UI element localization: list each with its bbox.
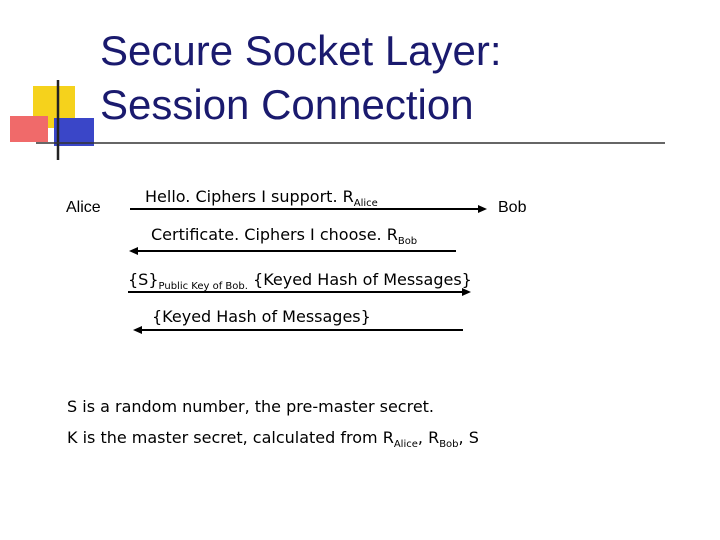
- participant-bob: Bob: [498, 199, 527, 216]
- note-master-secret-mid: , R: [417, 428, 440, 447]
- message-certificate: [151, 225, 417, 247]
- message-keyed-hash: [152, 307, 371, 326]
- note-master-secret-sub2: Bob: [439, 439, 459, 450]
- page-title-line-1: Secure Socket Layer:: [100, 27, 502, 74]
- note-master-secret-end: , S: [458, 428, 479, 447]
- note-pre-master: [67, 397, 434, 416]
- note-pre-master-text: S is a random number, the pre-master secret.: [67, 397, 435, 416]
- arrow-keyed-hash-2: [133, 326, 463, 334]
- message-encrypted-secret: [128, 270, 472, 292]
- participant-alice: Alice: [66, 199, 101, 216]
- message-certificate-sub: Bob: [397, 236, 418, 247]
- message-hello-text: Hello. Ciphers I support. R: [145, 187, 354, 206]
- arrow-certificate: [129, 247, 456, 255]
- message-encrypted-secret-sub: Public Key of Bob.: [158, 281, 248, 292]
- note-master-secret: [67, 428, 479, 450]
- blue-square-icon: [54, 118, 94, 146]
- page-title-line-2: Session Connection: [100, 81, 474, 128]
- message-hello-sub: Alice: [353, 198, 378, 209]
- note-master-secret-text: K is the master secret, calculated from R: [67, 428, 394, 447]
- message-keyed-hash-text: {Keyed Hash of Messages}: [152, 307, 371, 326]
- note-master-secret-sub1: Alice: [393, 439, 418, 450]
- red-square-icon: [10, 116, 48, 142]
- message-hello: [145, 187, 378, 209]
- message-encrypted-secret-after: {Keyed Hash of Messages}: [247, 270, 472, 289]
- message-certificate-text: Certificate. Ciphers I choose. R: [151, 225, 398, 244]
- message-encrypted-secret-text: {S}: [128, 270, 159, 289]
